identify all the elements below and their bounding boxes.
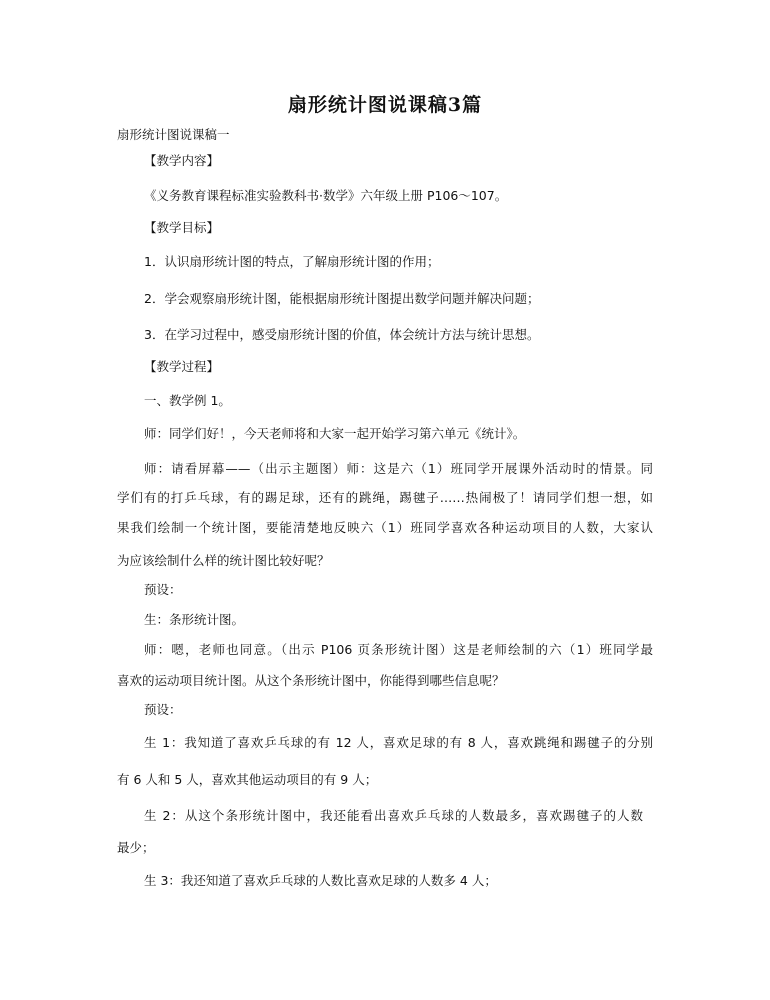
paragraph-line: 最少； (117, 840, 155, 855)
paragraph-line: 为应该绘制什么样的统计图比较好呢？ (117, 553, 330, 568)
paragraph-line: 师：请看屏幕——（出示主题图）师：这是六（1）班同学开展课外活动时的情景。同 (144, 461, 653, 476)
section-heading: 【教学内容】 (144, 153, 220, 168)
subtitle-line: 扇形统计图说课稿一 (117, 127, 230, 142)
paragraph-line: 果我们绘制一个统计图，要能清楚地反映六（1）班同学喜欢各种运动项目的人数，大家认 (117, 520, 653, 535)
document-title: 扇形统计图说课稿3篇 (287, 94, 483, 116)
paragraph-line: 生 3：我还知道了喜欢乒乓球的人数比喜欢足球的人数多 4 人； (144, 873, 497, 888)
paragraph-line: 生 2：从这个条形统计图中，我还能看出喜欢乒乓球的人数最多，喜欢踢毽子的人数 (144, 808, 643, 823)
paragraph-line: 预设： (144, 702, 182, 717)
section-heading: 【教学目标】 (144, 220, 220, 235)
paragraph-line: 生 1：我知道了喜欢乒乓球的有 12 人，喜欢足球的有 8 人，喜欢跳绳和踢毽子的分别 (144, 735, 653, 750)
list-item: 2．学会观察扇形统计图，能根据扇形统计图提出数学问题并解决问题； (144, 291, 540, 306)
paragraph-line: 师：嗯，老师也同意。（出示 P106 页条形统计图）这是老师绘制的六（1）班同学最 (144, 642, 653, 657)
paragraph-line: 《义务教育课程标准实验教科书·数学》六年级上册 P106～107。 (144, 188, 508, 203)
paragraph-line: 一、教学例 1。 (144, 393, 231, 408)
paragraph-line: 学们有的打乒乓球，有的踢足球，还有的跳绳，踢毽子……热闹极了！请同学们想一想，如 (117, 490, 653, 505)
section-heading: 【教学过程】 (144, 359, 220, 374)
paragraph-line: 预设： (144, 582, 182, 597)
paragraph-line: 有 6 人和 5 人，喜欢其他运动项目的有 9 人； (117, 772, 378, 787)
list-item: 3．在学习过程中，感受扇形统计图的价值，体会统计方法与统计思想。 (144, 327, 540, 342)
paragraph-line: 喜欢的运动项目统计图。从这个条形统计图中，你能得到哪些信息呢？ (117, 673, 505, 688)
list-item: 1．认识扇形统计图的特点，了解扇形统计图的作用； (144, 254, 440, 269)
paragraph-line: 生：条形统计图。 (144, 612, 245, 627)
paragraph-line: 师：同学们好！，今天老师将和大家一起开始学习第六单元《统计》。 (144, 426, 526, 441)
